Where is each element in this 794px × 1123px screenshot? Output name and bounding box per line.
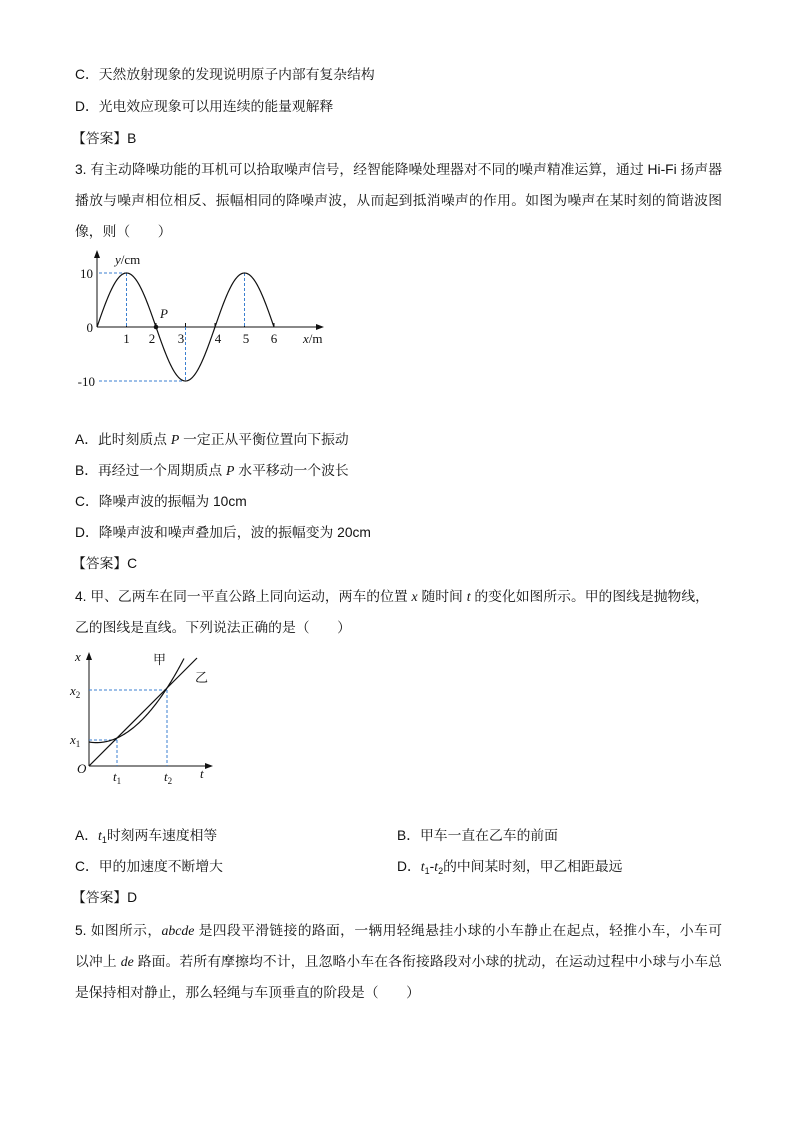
option-dash: - bbox=[429, 859, 435, 874]
stem-var-x: x bbox=[411, 589, 418, 604]
q5-stem-line-2 bbox=[75, 952, 722, 972]
stem-text: 路面。若所有摩擦均不计，且忽略小车在各衔接路段对小球的扰动，在运动过程中小球与小车总 bbox=[133, 954, 722, 969]
y-axis-unit: /cm bbox=[120, 252, 141, 267]
x-tick-label: 4 bbox=[214, 331, 222, 346]
t1-label bbox=[113, 769, 121, 786]
t1-var: t bbox=[113, 769, 117, 784]
option-label: C． bbox=[75, 67, 99, 82]
x-axis-unit: /m bbox=[308, 331, 323, 346]
q5-stem-line-1 bbox=[75, 921, 722, 941]
option-sub: 2 bbox=[438, 866, 444, 876]
option-text: 水平移动一个波长 bbox=[234, 463, 349, 478]
option-text: 降噪声波的振幅为 10cm bbox=[98, 494, 247, 509]
x1-label bbox=[69, 732, 80, 749]
x-axis-arrow bbox=[205, 763, 213, 769]
y-tick-label-bottom: -10 bbox=[77, 374, 95, 389]
x-axis-arrow bbox=[316, 324, 324, 330]
q2-answer: 【答案】B bbox=[72, 131, 137, 146]
option-text: 此时刻质点 bbox=[98, 432, 171, 447]
q3-option-d bbox=[75, 523, 722, 543]
x-tick-label: 3 bbox=[177, 331, 185, 346]
q4-position-time-figure bbox=[60, 645, 225, 790]
option-text: 的中间某时刻，甲乙相距最远 bbox=[443, 859, 623, 874]
option-text: 时刻两车速度相等 bbox=[106, 828, 218, 843]
q3-option-a bbox=[75, 430, 722, 450]
stem-text: 4. 甲、乙两车在同一平直公路上同向运动，两车的位置 bbox=[75, 589, 412, 604]
option-var: t bbox=[98, 828, 102, 843]
x2-var: x bbox=[70, 683, 76, 698]
origin-label: O bbox=[77, 761, 87, 776]
option-var: P bbox=[170, 432, 180, 447]
q3-wave-figure bbox=[60, 245, 340, 395]
stem-text: 以冲上 bbox=[75, 954, 121, 969]
x1-var: x bbox=[70, 732, 76, 747]
q2-option-d bbox=[75, 97, 722, 117]
q3-option-c bbox=[75, 492, 722, 512]
option-label: C． bbox=[75, 859, 99, 874]
q4-stem-line-1 bbox=[75, 587, 722, 607]
q4-answer: 【答案】D bbox=[72, 890, 138, 905]
origin-label: 0 bbox=[86, 320, 93, 335]
q3-option-b bbox=[75, 461, 722, 481]
option-text: 甲的加速度不断增大 bbox=[98, 859, 223, 874]
x-axis-ticks bbox=[127, 323, 275, 327]
q4-option-b bbox=[397, 826, 722, 846]
x-axis-label bbox=[302, 331, 323, 346]
option-label: D． bbox=[75, 99, 99, 114]
x-tick-label: 6 bbox=[270, 331, 278, 346]
t2-sub: 2 bbox=[167, 776, 173, 786]
option-var: P bbox=[226, 463, 235, 478]
option-var: t bbox=[420, 859, 425, 874]
q3-stem-line-2: 播放与噪声相位相反、振幅相同的降噪声波，从而起到抵消噪声的作用。如图为噪声在某时刻的简谐波图 bbox=[75, 193, 722, 208]
y-axis-label: x bbox=[75, 649, 81, 664]
option-text: 甲车一直在乙车的前面 bbox=[420, 828, 558, 843]
q5-stem-line-3: 是保持相对静止，那么轻绳与车顶垂直的阶段是（ ） bbox=[75, 985, 420, 1000]
q2-option-c bbox=[75, 65, 722, 85]
x-tick-label: 1 bbox=[123, 331, 130, 346]
stem-text: 随时间 bbox=[417, 589, 467, 604]
q4-option-d bbox=[397, 857, 722, 877]
y-tick-label-top: 10 bbox=[80, 266, 93, 281]
yi-line-label: 乙 bbox=[195, 670, 209, 685]
x1-sub: 1 bbox=[75, 739, 81, 749]
option-sub: 1 bbox=[101, 835, 107, 845]
y-axis-var: y bbox=[115, 252, 121, 267]
x-axis-var: x bbox=[303, 331, 309, 346]
t2-var: t bbox=[164, 769, 168, 784]
q4-stem-line-2: 乙的图线是直线。下列说法正确的是（ ） bbox=[75, 620, 351, 635]
q4-option-a bbox=[75, 826, 395, 846]
q4-option-c bbox=[75, 857, 395, 877]
point-p-label: P bbox=[160, 306, 168, 321]
option-text: 一定正从平衡位置向下振动 bbox=[179, 432, 349, 447]
q3-stem-line-1: 3. 有主动降噪功能的耳机可以拾取噪声信号，经智能降噪处理器对不同的噪声精准运算，通过 Hi-Fi 扬声器 bbox=[75, 162, 722, 177]
option-label: A． bbox=[75, 432, 98, 447]
x-tick-label: 2 bbox=[148, 331, 156, 346]
option-text: 天然放射现象的发现说明原子内部有复杂结构 bbox=[98, 67, 375, 82]
q3-answer: 【答案】C bbox=[72, 556, 138, 571]
stem-var: abcde bbox=[161, 923, 195, 938]
t2-label bbox=[164, 769, 172, 786]
option-label: B． bbox=[75, 463, 98, 478]
stem-text: 的变化如图所示。甲的图线是抛物线， bbox=[470, 589, 709, 604]
stem-text: 5. 如图所示， bbox=[75, 923, 162, 938]
t1-sub: 1 bbox=[116, 776, 122, 786]
x-tick-label: 5 bbox=[242, 331, 250, 346]
jia-curve-label: 甲 bbox=[153, 652, 167, 667]
q3-stem-line-3: 像，则（ ） bbox=[75, 224, 172, 239]
jia-parabola-curve bbox=[89, 658, 184, 742]
point-p-dot bbox=[154, 325, 159, 330]
stem-var: de bbox=[120, 954, 134, 969]
x2-sub: 2 bbox=[75, 690, 81, 700]
y-axis-arrow bbox=[86, 652, 92, 660]
option-label: D． bbox=[75, 525, 99, 540]
option-text: 再经过一个周期质点 bbox=[98, 463, 227, 478]
y-axis-arrow bbox=[94, 250, 100, 258]
x2-label bbox=[69, 683, 80, 700]
y-axis-label bbox=[113, 252, 140, 267]
option-label: D． bbox=[397, 859, 421, 874]
option-label: C． bbox=[75, 494, 99, 509]
option-label: B． bbox=[397, 828, 420, 843]
option-sub: 1 bbox=[424, 866, 430, 876]
stem-var-t: t bbox=[466, 589, 471, 604]
yi-straight-line bbox=[89, 658, 197, 766]
x-axis-label: t bbox=[200, 766, 204, 781]
stem-text: 是四段平滑链接的路面，一辆用轻绳悬挂小球的小车静止在起点，轻推小车，小车可 bbox=[194, 923, 722, 938]
option-text: 光电效应现象可以用连续的能量观解释 bbox=[98, 99, 334, 114]
option-var: t bbox=[434, 859, 439, 874]
option-label: A． bbox=[75, 828, 98, 843]
option-text: 降噪声波和噪声叠加后，波的振幅变为 20cm bbox=[98, 525, 371, 540]
